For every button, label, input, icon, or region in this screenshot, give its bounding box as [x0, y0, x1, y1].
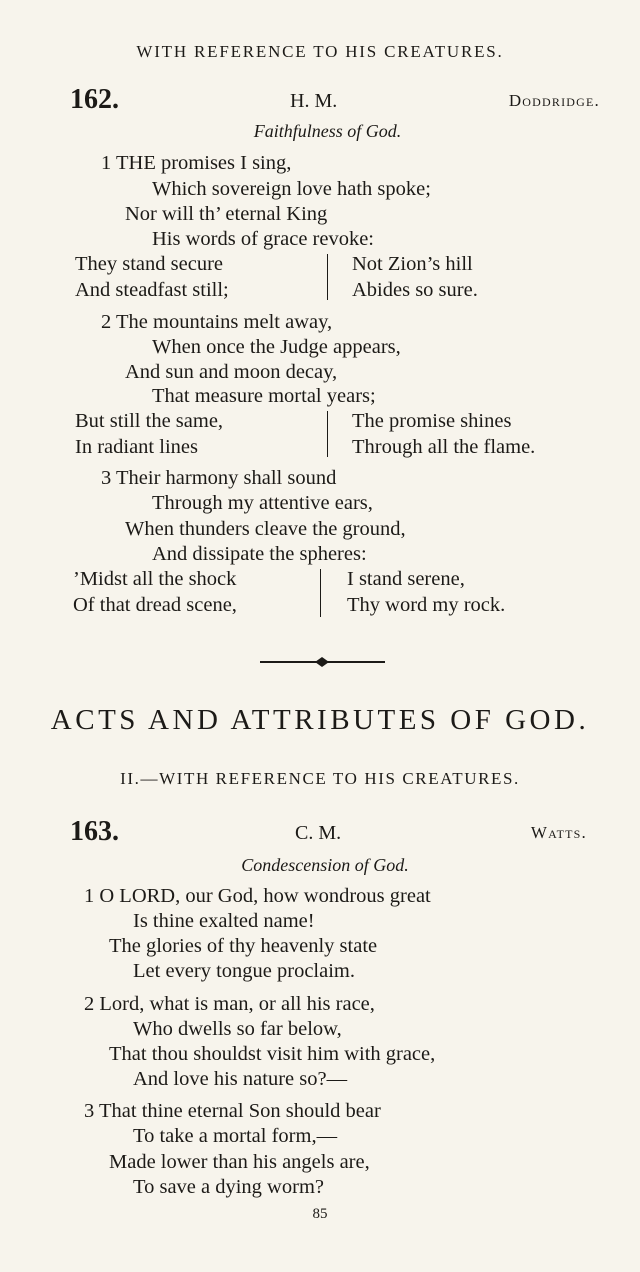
section-subtitle: II.—WITH REFERENCE TO HIS CREATURES.: [120, 769, 520, 788]
verse-line: That measure mortal years;: [152, 385, 376, 407]
verse-line: The promise shines: [352, 410, 512, 432]
verse-line: ’Midst all the shock: [73, 568, 237, 590]
verse-line: 1 THE promises I sing,: [101, 152, 292, 174]
verse-line: Made lower than his angels are,: [109, 1151, 370, 1173]
verse-line: That thou shouldst visit him with grace,: [109, 1043, 436, 1065]
verse-line: I stand serene,: [347, 568, 465, 590]
ornament-divider-icon: [260, 655, 385, 669]
verse-line: Let every tongue proclaim.: [133, 960, 355, 982]
verse-line: Is thine exalted name!: [133, 910, 315, 932]
verse-line: When thunders cleave the ground,: [125, 518, 406, 540]
verse-line: To take a mortal form,—: [133, 1125, 338, 1147]
couplet-divider: [327, 411, 328, 457]
verse-line: Who dwells so far below,: [133, 1018, 342, 1040]
verse-line: His words of grace revoke:: [152, 228, 375, 250]
hymn-author-162: Doddridge.: [508, 91, 600, 110]
couplet-right: [347, 566, 505, 618]
hymn-number-163: 163.: [70, 816, 119, 847]
couplet-right: [352, 408, 535, 460]
verse-line: They stand secure: [75, 253, 223, 275]
hymn-meter-163: C. M.: [295, 822, 342, 844]
verse-line: Thy word my rock.: [347, 594, 506, 616]
verse-line: In radiant lines: [75, 436, 198, 458]
hymn-subtitle-162: Faithfulness of God.: [253, 121, 402, 141]
page-number: 85: [312, 1206, 328, 1222]
couplet-divider: [327, 254, 328, 300]
verse-line: 3 That thine eternal Son should bear: [84, 1100, 381, 1122]
verse-line: To save a dying worm?: [133, 1176, 324, 1198]
couplet-left: [75, 251, 229, 303]
verse-line: Through my attentive ears,: [152, 492, 373, 514]
verse-line: And steadfast still;: [75, 279, 229, 301]
verse-line: And love his nature so?—: [133, 1068, 348, 1090]
verse-line: The glories of thy heavenly state: [109, 935, 378, 957]
couplet-left: [73, 566, 237, 618]
verse-line: But still the same,: [75, 410, 224, 432]
verse-line: 1 O LORD, our God, how wondrous great: [84, 885, 431, 907]
verse-line: 2 Lord, what is man, or all his race,: [84, 993, 375, 1015]
section-title: ACTS AND ATTRIBUTES OF GOD.: [50, 704, 590, 736]
verse-line: And dissipate the spheres:: [152, 543, 367, 565]
verse-line: Which sovereign love hath spoke;: [152, 178, 431, 200]
hymn-number-162: 162.: [70, 84, 119, 115]
verse-line: Not Zion’s hill: [352, 253, 473, 275]
verse-line: 3 Their harmony shall sound: [101, 467, 337, 489]
hymn-author-163: Watts.: [530, 823, 587, 842]
verse-line: Through all the flame.: [352, 436, 536, 458]
verse-line: Nor will th’ eternal King: [125, 203, 328, 225]
couplet-divider: [320, 569, 321, 617]
hymn-subtitle-163: Condescension of God.: [241, 855, 409, 875]
verse-line: When once the Judge appears,: [152, 336, 401, 358]
verse-line: 2 The mountains melt away,: [101, 311, 333, 333]
verse-line: And sun and moon decay,: [125, 361, 338, 383]
verse-line: Abides so sure.: [352, 279, 478, 301]
couplet-right: [352, 251, 478, 303]
running-head: WITH REFERENCE TO HIS CREATURES.: [136, 42, 504, 61]
verse-line: Of that dread scene,: [73, 594, 237, 616]
couplet-left: [75, 408, 223, 460]
hymn-meter-162: H. M.: [290, 90, 338, 112]
